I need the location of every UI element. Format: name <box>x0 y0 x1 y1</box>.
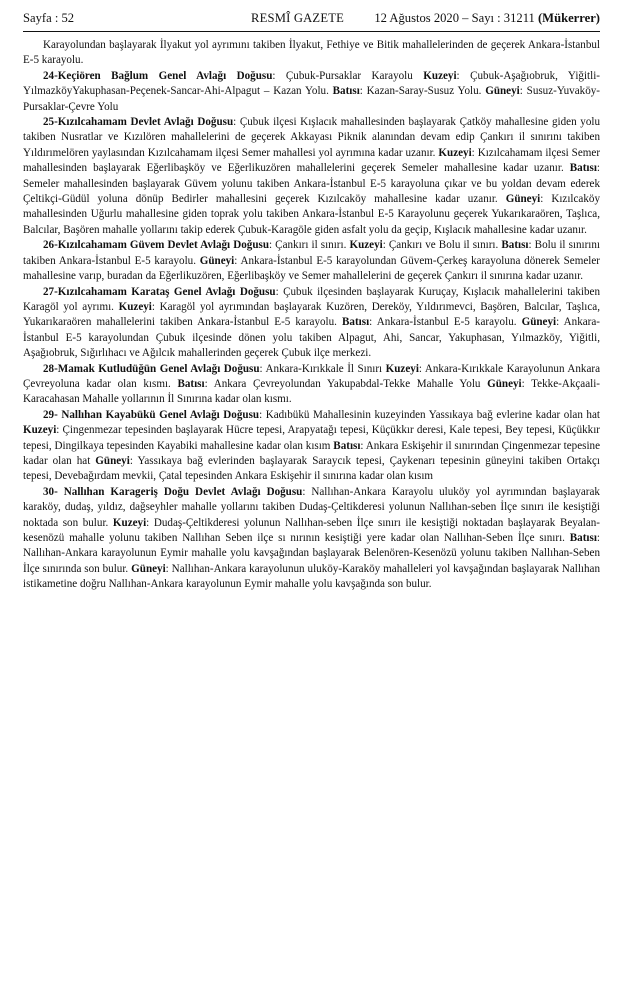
direction-label: Batısı <box>569 532 597 544</box>
direction-label: Doğusu <box>223 362 260 375</box>
boundary-text: : Ankara-Kırıkkale Karayolunun Ankara Çevreyoluna kadar olan kısmı. <box>23 362 601 390</box>
boundary-text: : Ankara-İstanbul E-5 karayolundan Güvem-Çerkeş karayoluna dönerek Semeler mahallesine varıp, buradan da Eğerlikuzören, Eğerlibaşköy ve Semer mahallelerini de geçerek Çankırı il sınırına kadar uzanır. <box>23 254 600 283</box>
direction-label: Kuzeyi <box>349 239 383 252</box>
paragraph-title: 26-Kızılcahamam Güvem Devlet Avlağı <box>43 239 231 252</box>
paragraph <box>23 238 600 284</box>
direction-label: Güneyi <box>505 193 541 206</box>
boundary-text: : Nallıhan-Ankara karayolunun Eymir mahalle yolu kavşağından başlayarak Belenören-Kesenözü yolunu takiben Nallıhan-Seben İlçe sınırında son bulur. <box>23 532 600 575</box>
boundary-text: : Kadıbükü Mahallesinin kuzeyinden Yassıkaya bağ evlerine kadar olan hat <box>259 408 600 421</box>
boundary-text: : Ankara-İstanbul E-5 karayolu. <box>369 316 522 329</box>
boundary-text: : Çubuk ilçesinden başlayarak Kuruçay, Kışlacık mahallelerini takiben Karagöl yol ayrımı. <box>23 285 600 313</box>
direction-label: Güneyi <box>131 562 166 575</box>
paragraph-title: 25-Kızılcahamam Devlet Avlağı <box>43 116 194 129</box>
direction-label: Batısı <box>177 377 205 390</box>
boundary-text: : Bolu il sınırını takiben Ankara-İstanbul E-5 karayolu. <box>23 239 601 267</box>
boundary-text: : Karagöl yol ayrımından başlayarak Kuzören, Dereköy, Yıldırımevci, Başören, Balcılar, Taşlıca, Yukarıkaraören mahallelerini takiben Ankara-İstanbul E-5 karayolu. <box>23 300 600 329</box>
direction-label: Doğusu <box>233 239 269 252</box>
paragraph <box>23 285 600 362</box>
boundary-text: : Çubuk ilçesi Kışlacık mahallesinden başlayarak Çatköy mahallesine giden yolu takiben Nusratlar ve Kızılören mahallelerini de geçerek Akkayası Piknik alanından devam edip Çankırı il sınırını takiben Yıldırımelören yaylasından Kızılcahamam ilçesi Semer mahallesi yol ayrımına kadar uzanır. <box>23 116 600 159</box>
direction-label: Batısı <box>342 316 370 329</box>
direction-label: Güneyi <box>521 316 557 329</box>
boundary-text: : Ankara-Kırıkkale İl Sınırı <box>259 362 386 375</box>
boundary-text: : Dudaş-Çeltikderesi yolunun Nallıhan-seben İlçe sınırı ile kesiştiği noktadan başlayarak Beyalan-kesenözü mahalle yolunu takiben Nallıhan Seben ilçe sı nırının kesiştiği yere kadar olan Nallıhan-Seben İlçe sınırı. <box>23 516 600 544</box>
boundary-text: : Çankırı il sınırı. <box>269 239 350 252</box>
direction-label: Güneyi <box>485 85 520 98</box>
direction-label: Batısı <box>501 239 529 252</box>
direction-label: Güneyi <box>199 254 235 267</box>
direction-label: Kuzeyi <box>423 69 457 82</box>
gazette-title: RESMÎ GAZETE <box>251 11 344 25</box>
paragraph-title: 27-Kızılcahamam Karataş Genel Avlağı <box>43 285 236 298</box>
direction-label: Doğusu <box>236 69 273 82</box>
paragraph-title: 24-Keçiören Bağlum Genel Avlağı <box>43 69 227 82</box>
boundary-text: : Ankara Çevreyolundan Yakupabdal-Tekke Mahalle Yolu <box>204 377 488 390</box>
issue-info <box>374 7 600 29</box>
paragraph <box>23 408 600 485</box>
boundary-text: Karayolundan başlayarak İlyakut yol ayrımını takiben İlyakut, Fethiye ve Bitik mahallelerinden de geçerek Ankara-İstanbul E-5 karayolu. <box>23 39 600 67</box>
boundary-text: : Susuz-Yuvaköy-Pursaklar-Çevre Yolu <box>23 85 600 113</box>
direction-label: Doğusu <box>197 116 234 129</box>
paragraph-title: 30- Nallıhan Karageriş Doğu Devlet Avlağı <box>43 485 261 498</box>
boundary-text: : Semeler mahallesinden başlayarak Güvem yolunu takiben Ankara-İstanbul E-5 karayoluna çıkar ve bu yoldan devam ederek Çeltikçi-Güdül yoluna dönüp Bedirler mahallesini geçerek Kızılcaköy mahallesine kadar uzanır. <box>23 162 600 206</box>
direction-label: Kuzeyi <box>112 516 147 529</box>
direction-label: Batısı <box>333 439 361 452</box>
boundary-text: : Çankırı ve Bolu il sınırı. <box>382 239 502 252</box>
boundary-text: : Yassıkaya bağ evlerinden başlayarak Saraycık tepesi, Çaykenarı tepesinin güneyini takiben Ortakçı tepesi, Devebağırdam mevkii, Çatal tepesinden Ankara Eskişehir il sınırına kadar olan kısım <box>23 454 601 483</box>
paragraph <box>23 38 600 69</box>
boundary-text: : Nallıhan-Ankara Karayolu uluköy yol ayrımından başlayarak karaköy, dudaş, yıldız, dağseyhler mahalle yollarını takiben Dudaş-Çeltikderesi yolunun Nallıhan-seben İlçe sınırı ile kesiştiği noktada son bulur. <box>23 485 600 529</box>
boundary-text: : Kızılcaköy mahallesinden Uğurlu mahallesine giden toprak yolu takiben Ankara-İstanbul E-5 Karayolunu geçerek Yukarıkaraören, Taşlıca, Balcılar, Başören mahalle yollarını takip ederek Çubuk-Karagöle giden asfalt yolu da geçip, Kışlacık mahallesine kadar uzanır. <box>23 193 600 236</box>
paragraph <box>23 69 600 115</box>
direction-label: Kuzeyi <box>385 362 419 375</box>
direction-label: Güneyi <box>487 377 522 390</box>
boundary-text: : Çingenmezar tepesinden başlayarak Hücre tepesi, Arapyatağı tepesi, Küçükkır deresi, Kale tepesi, Bey tepesi, Küçükkır tepesi, Dingilkaya tepesinden Kayabiki mahallesine kadar olan kısım <box>23 424 600 452</box>
boundary-text: : Çubuk-Aşağıobruk, Yiğitli-YılmazköyYakuphasan-Peçenek-Sancar-Ahi-Alpagut – Kazan Yolu. <box>23 69 600 98</box>
direction-label: Kuzeyi <box>118 300 152 313</box>
direction-label: Batısı <box>569 162 597 175</box>
paragraph <box>23 485 600 593</box>
direction-label: Güneyi <box>95 454 130 467</box>
edition-label: (Mükerrer) <box>537 11 600 25</box>
paragraph-title: 28-Mamak Kutludüğün Genel Avlağı <box>43 362 221 375</box>
boundary-text: : Kazan-Saray-Susuz Yolu. <box>359 85 486 98</box>
paragraph <box>23 362 600 408</box>
paragraph <box>23 115 600 238</box>
issue-date: 12 Ağustos 2020 – Sayı : 31211 <box>374 11 538 25</box>
direction-label: Doğusu <box>239 285 276 298</box>
direction-label: Kuzeyi <box>438 146 472 159</box>
page-number: Sayfa : 52 <box>23 11 75 25</box>
direction-label: Doğusu <box>266 485 303 498</box>
header-rule <box>23 31 600 32</box>
boundary-text: : Ankara-İstanbul E-5 karayolundan Çubuk ilçesinde dönen yolu takiben Alpagut, Ahi, Sancar, Yakuphasan, Yılmazköy, Yiğitli, Aşağıobruk, Sığırlıhacı ve Ağılcık mahallerinden geçerek Çubuk ilçe merkezi. <box>23 316 600 360</box>
direction-label: Kuzeyi <box>23 424 57 437</box>
boundary-text: : Kızılcahamam ilçesi Semer mahallesinden başlayarak Eğerlibaşköy ve Eğerlikuzören mahallelerini geçerek Semeler mahallesine kadar uzanır. <box>23 146 601 175</box>
boundary-text: : Nallıhan-Ankara karayolunun uluköy-Karaköy mahalleleri yol kavşağından başlayarak Nallıhan istikametine doğru Nallıhan-Ankara karayolunun Eymir mahalle yolu kavşağında son bulur. <box>23 562 601 591</box>
boundary-text: : Tekke-Akçaali-Karacahasan Mahalle yollarının İl Sınırına kadar olan kısmı. <box>23 377 600 406</box>
direction-label: Doğusu <box>223 408 260 421</box>
direction-label: Batısı <box>332 85 360 98</box>
boundary-text: : Ankara Eskişehir il sınırından Çingenmezar tepesine kadar olan hat <box>23 439 600 467</box>
document-body <box>23 38 600 593</box>
paragraph-title: 29- Nallıhan Kayabükü Genel Avlağı <box>43 408 220 421</box>
boundary-text: : Çubuk-Pursaklar Karayolu <box>272 69 424 82</box>
page-header <box>23 7 600 29</box>
